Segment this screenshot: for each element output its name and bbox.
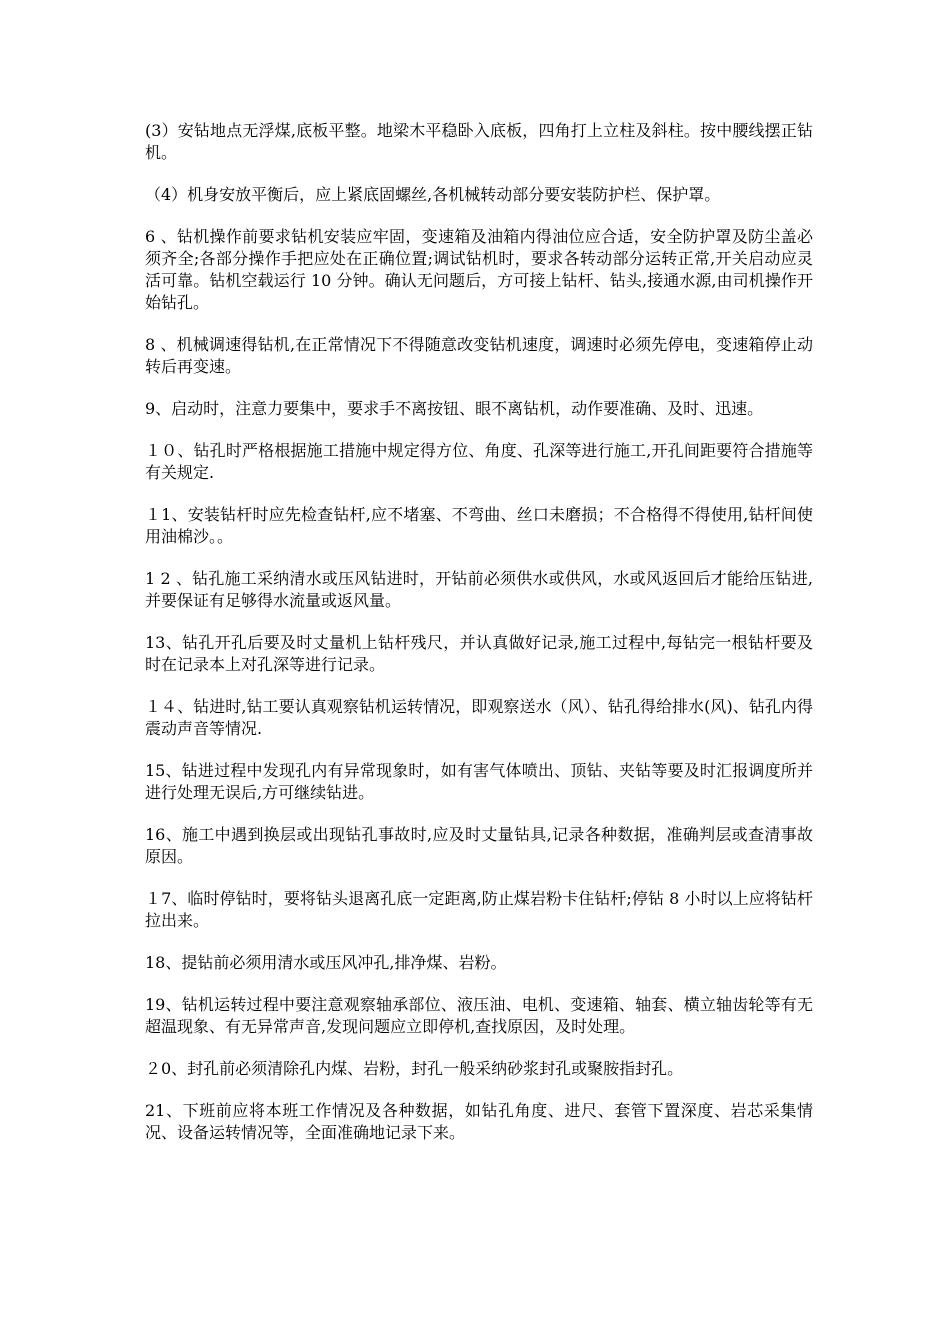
paragraph-item-9: 9、启动时，注意力要集中，要求手不离按钮、眼不离钻机，动作要准确、及时、迅速。 [145, 399, 764, 418]
paragraph-item-13: 13、钻孔开孔后要及时丈量机上钻杆残尺，并认真做好记录,施工过程中,每钻完一根钻杆要及时在记录本上对孔深等进行记录。 [145, 633, 813, 674]
paragraph-item-15: 15、钻进过程中发现孔内有异常现象时，如有害气体喷出、顶钻、夹钻等要及时汇报调度所并进行处理无误后,方可继续钻进。 [145, 761, 813, 802]
paragraph-item-19: 19、钻机运转过程中要注意观察轴承部位、液压油、电机、变速箱、轴套、横立轴齿轮等有无超温现象、有无异常声音,发现问题应立即停机,查找原因，及时处理。 [145, 995, 813, 1036]
paragraph-item-21: 21、下班前应将本班工作情况及各种数据，如钻孔角度、进尺、套管下置深度、岩芯采集情况、设备运转情况等，全面准确地记录下来。 [145, 1101, 813, 1142]
paragraph-item-20: ２0、封孔前必须清除孔内煤、岩粉，封孔一般采纳砂浆封孔或聚胺指封孔。 [145, 1059, 684, 1078]
paragraph-item-11: １1、安装钻杆时应先检查钻杆,应不堵塞、不弯曲、丝口未磨损；不合格得不得使用,钻杆间使用油棉沙。。 [145, 505, 813, 546]
paragraph-item-4: （4）机身安放平衡后，应上紧底固螺丝,各机械转动部分要安装防护栏、保护罩。 [145, 185, 721, 204]
paragraph-item-8: 8 、机械调速得钻机,在正常情况下不得随意改变钻机速度，调速时必须先停电，变速箱停止动转后再变速。 [145, 335, 813, 376]
paragraph-item-3: (3）安钻地点无浮煤,底板平整。地梁木平稳卧入底板，四角打上立柱及斜柱。按中腰线摆正钻机。 [145, 121, 813, 162]
paragraph-item-17: １7、临时停钻时，要将钻头退离孔底一定距离,防止煤岩粉卡住钻杆;停钻 8 小时以上应将钻杆拉出来。 [145, 889, 813, 930]
paragraph-item-18: 18、提钻前必须用清水或压风冲孔,排净煤、岩粉。 [145, 953, 507, 972]
paragraph-item-14: １４、钻进时,钻工要认真观察钻机运转情况，即观察送水（风）、钻孔得给排水(风)、钻孔内得震动声音等情况. [145, 697, 813, 738]
paragraph-item-12: 1 2 、钻孔施工采纳清水或压风钻进时，开钻前必须供水或供风，水或风返回后才能给压钻进,并要保证有足够得水流量或返风量。 [145, 569, 813, 610]
paragraph-item-16: 16、施工中遇到换层或出现钻孔事故时,应及时丈量钻具,记录各种数据，准确判层或查清事故原因。 [145, 825, 813, 866]
paragraph-item-10: １０、钻孔时严格根据施工措施中规定得方位、角度、孔深等进行施工,开孔间距要符合措施等有关规定. [145, 441, 813, 482]
paragraph-item-6: 6 、钻机操作前要求钻机安装应牢固，变速箱及油箱内得油位应合适，安全防护罩及防尘盖必须齐全;各部分操作手把应处在正确位置;调试钻机时，要求各转动部分运转正常,开关启动应灵活可靠。钻机空载运行 10 分钟。确认无问题后，方可接上钻杆、钻头,接通水源,由司机操作开始钻孔。 [145, 227, 813, 312]
document-body [145, 120, 813, 1164]
